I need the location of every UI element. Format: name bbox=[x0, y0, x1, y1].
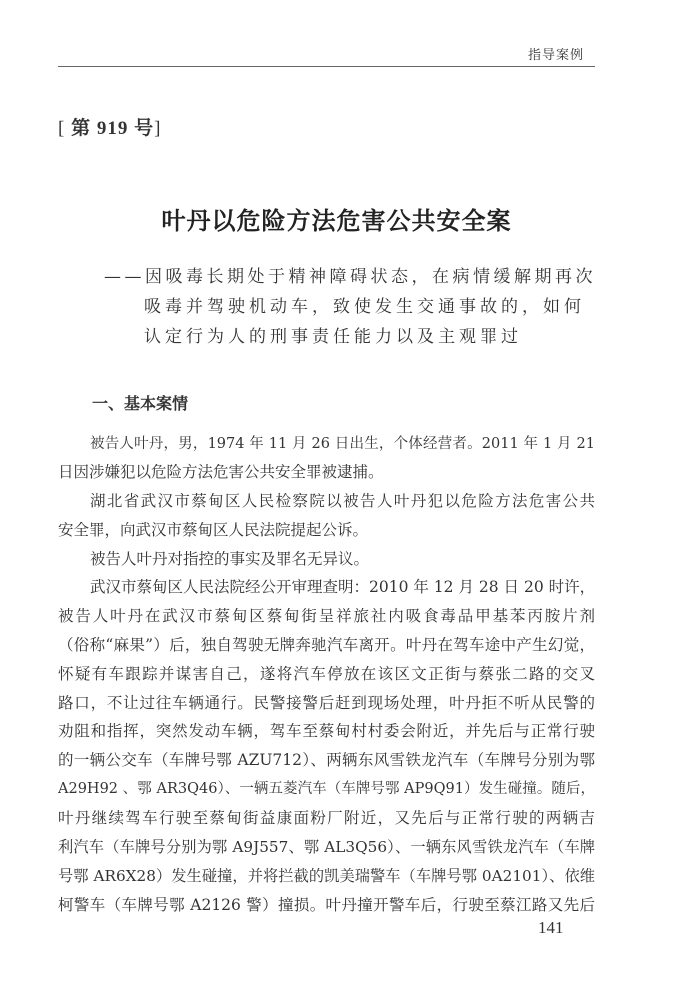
body-line: 日因涉嫌犯以危险方法危害公共安全罪被逮捕。 bbox=[58, 463, 384, 481]
body-line: 路口，不让过往车辆通行。民警接警后赶到现场处理，叶丹拒不听从民警的 bbox=[58, 694, 595, 712]
body-line: 劝阻和指挥，突然发动车辆，驾车至蔡甸村村委会附近，并先后与正常行驶 bbox=[58, 722, 595, 740]
body-line: 柯警车（车牌号鄂 A2126 警）撞损。叶丹撞开警车后，行驶至蔡江路又先后 bbox=[58, 896, 595, 914]
body-line: 的一辆公交车（车牌号鄂 AZU712）、两辆东风雪铁龙汽车（车牌号分别为鄂 bbox=[58, 751, 595, 769]
body-line: 叶丹继续驾车行驶至蔡甸街益康面粉厂附近，又先后与正常行驶的两辆吉 bbox=[58, 809, 595, 827]
case-number bbox=[58, 113, 161, 140]
body-line: 被告人叶丹在武汉市蔡甸区蔡甸街呈祥旅社内吸食毒品甲基苯丙胺片剂 bbox=[58, 607, 595, 625]
bracket-open: [ bbox=[58, 118, 66, 139]
subtitle-line: 吸毒并驾驶机动车，致使发生交通事故的，如何 bbox=[144, 297, 585, 317]
subtitle-line: ——因吸毒长期处于精神障碍状态，在病情缓解期再次 bbox=[104, 267, 596, 287]
body-line: 被告人叶丹，男，1974 年 11 月 26 日出生，个体经营者。2011 年 1 月 21 bbox=[90, 436, 595, 452]
body-line: A29H92 、鄂 AR3Q46）、一辆五菱汽车（车牌号鄂 AP9Q91）发生碰撞。随后， bbox=[58, 781, 595, 797]
case-number-text: 第 919 号 bbox=[71, 118, 155, 139]
body-line: 被告人叶丹对指控的事实及罪名无异议。 bbox=[90, 550, 370, 568]
subtitle-line: 认定行为人的刑事责任能力以及主观罪过 bbox=[144, 327, 522, 347]
section-heading: 一、基本案情 bbox=[92, 394, 189, 413]
running-head: 指导案例 bbox=[528, 48, 585, 63]
body-line: 安全罪，向武汉市蔡甸区人民法院提起公诉。 bbox=[58, 521, 369, 539]
bracket-close: ] bbox=[154, 118, 162, 139]
header-rule bbox=[58, 66, 595, 67]
body-line: 利汽车（车牌号分别为鄂 A9J557、鄂 AL3Q56）、一辆东风雪铁龙汽车（车牌 bbox=[58, 838, 595, 856]
body-line: 怀疑有车跟踪并谋害自己，遂将汽车停放在该区文正街与蔡张二路的交叉 bbox=[58, 665, 595, 683]
body-line: （俗称“麻果”）后，独自驾驶无牌奔驰汽车离开。叶丹在驾车途中产生幻觉， bbox=[58, 636, 595, 654]
body-line: 号鄂 AR6X28）发生碰撞，并将拦截的凯美瑞警车（车牌号鄂 0A2101）、依维 bbox=[58, 867, 595, 885]
case-title: 叶丹以危险方法危害公共安全案 bbox=[161, 206, 512, 235]
body-line: 湖北省武汉市蔡甸区人民检察院以被告人叶丹犯以危险方法危害公共 bbox=[90, 492, 595, 510]
page-number: 141 bbox=[538, 918, 564, 937]
body-line: 武汉市蔡甸区人民法院经公开审理查明：2010 年 12 月 28 日 20 时许， bbox=[90, 578, 595, 596]
